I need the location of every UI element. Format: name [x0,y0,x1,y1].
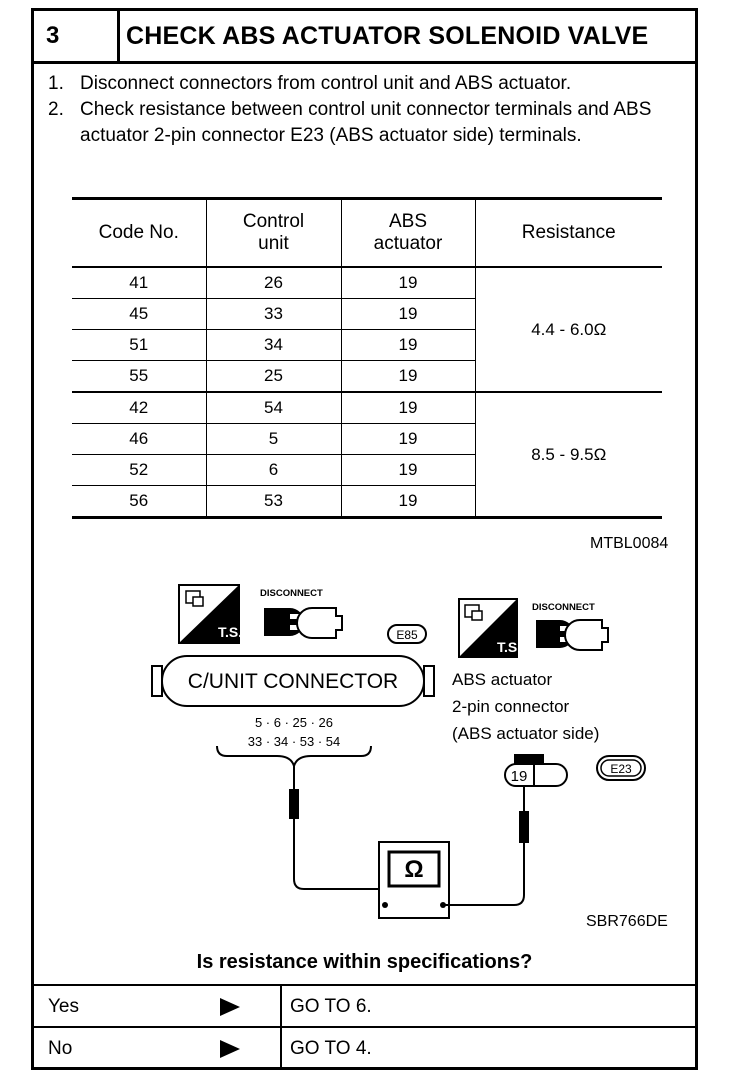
instruction-step [48,97,688,149]
column-header: Control unit [206,199,341,268]
abs-label-line: (ABS actuator side) [452,724,600,743]
code-cell: 46 [72,424,206,455]
ohmmeter-icon [379,842,449,918]
step-text: Disconnect connectors from control unit and ABS actuator. [80,73,572,94]
column-header: Code No. [72,199,206,268]
abs-actuator-cell: 19 [341,361,475,393]
answer-label: Yes [48,996,79,1017]
table-row [72,392,662,424]
control-unit-cell: 6 [206,455,341,486]
step-number: 3 [34,11,120,61]
table-reference-code: MTBL0084 [590,535,669,552]
procedure-box [31,8,698,1070]
control-unit-cell: 5 [206,424,341,455]
answer-divider [280,1028,282,1070]
disconnect-icon [532,602,608,650]
wiring-diagram [114,574,674,919]
code-cell: 51 [72,330,206,361]
ohm-symbol: Ω [404,856,424,883]
control-unit-cell: 54 [206,392,341,424]
connector-tag-e23 [597,756,645,780]
code-cell: 42 [72,392,206,424]
instruction-list [48,71,688,149]
resistance-cell: 8.5 - 9.5Ω [475,392,662,518]
resistance-spec-table [72,197,662,519]
code-cell: 52 [72,455,206,486]
answer-action: GO TO 6. [290,996,372,1017]
abs-actuator-cell: 19 [341,424,475,455]
control-unit-cell: 34 [206,330,341,361]
answer-divider [280,986,282,1028]
code-cell: 55 [72,361,206,393]
step-text: Check resistance between control unit connector terminals and ABS actuator 2-pin connector E23 (ABS actuator side) terminals. [80,99,652,146]
step-title: CHECK ABS ACTUATOR SOLENOID VALVE [126,22,649,50]
terminal-list-line: 5 · 6 · 25 · 26 [254,715,334,730]
step-index: 2. [48,99,64,120]
column-header: ABS actuator [341,199,475,268]
abs-2pin-connector-icon [505,754,567,786]
answer-row-no[interactable] [34,1026,695,1070]
abs-terminal-label: 19 [510,768,528,785]
abs-actuator-cell: 19 [341,267,475,299]
column-header: Resistance [475,199,662,268]
abs-label-line: 2-pin connector [452,697,570,716]
abs-actuator-cell: 19 [341,299,475,330]
resistance-cell: 4.4 - 6.0Ω [475,267,662,392]
control-unit-cell: 33 [206,299,341,330]
table-header-row [72,199,662,268]
cunit-connector-label: C/UNIT CONNECTOR [187,670,399,693]
test-symbol-icon [459,599,521,657]
code-cell: 56 [72,486,206,518]
abs-actuator-cell: 19 [341,455,475,486]
step-index: 1. [48,73,64,94]
step-header [34,11,695,64]
disconnect-label: DISCONNECT [532,602,595,613]
control-unit-cell: 26 [206,267,341,299]
abs-actuator-cell: 19 [341,330,475,361]
abs-actuator-cell: 19 [341,392,475,424]
arrow-right-icon [220,1040,240,1058]
diagram-reference-code: SBR766DE [586,913,668,930]
instruction-step [48,71,688,97]
answer-row-yes[interactable] [34,984,695,1028]
e85-label: E85 [396,628,418,642]
terminal-list-line: 33 · 34 · 53 · 54 [247,734,341,749]
e23-label: E23 [610,762,632,776]
connector-tag-e85 [388,625,426,643]
arrow-right-icon [220,998,240,1016]
abs-actuator-cell: 19 [341,486,475,518]
ts-label: T.S. [497,639,522,655]
ts-label: T.S. [218,624,243,640]
disconnect-label: DISCONNECT [260,588,323,599]
table-row [72,267,662,299]
control-unit-cell: 53 [206,486,341,518]
answer-label: No [48,1038,73,1059]
answer-action: GO TO 4. [290,1038,372,1059]
decision-question: Is resistance within specifications? [196,951,533,973]
left-probe [289,766,384,889]
abs-label-line: ABS actuator [452,670,553,689]
code-cell: 41 [72,267,206,299]
test-symbol-icon [179,585,242,643]
right-probe [444,786,529,905]
code-cell: 45 [72,299,206,330]
cunit-connector-icon [152,656,434,706]
control-unit-cell: 25 [206,361,341,393]
disconnect-icon [260,588,342,638]
